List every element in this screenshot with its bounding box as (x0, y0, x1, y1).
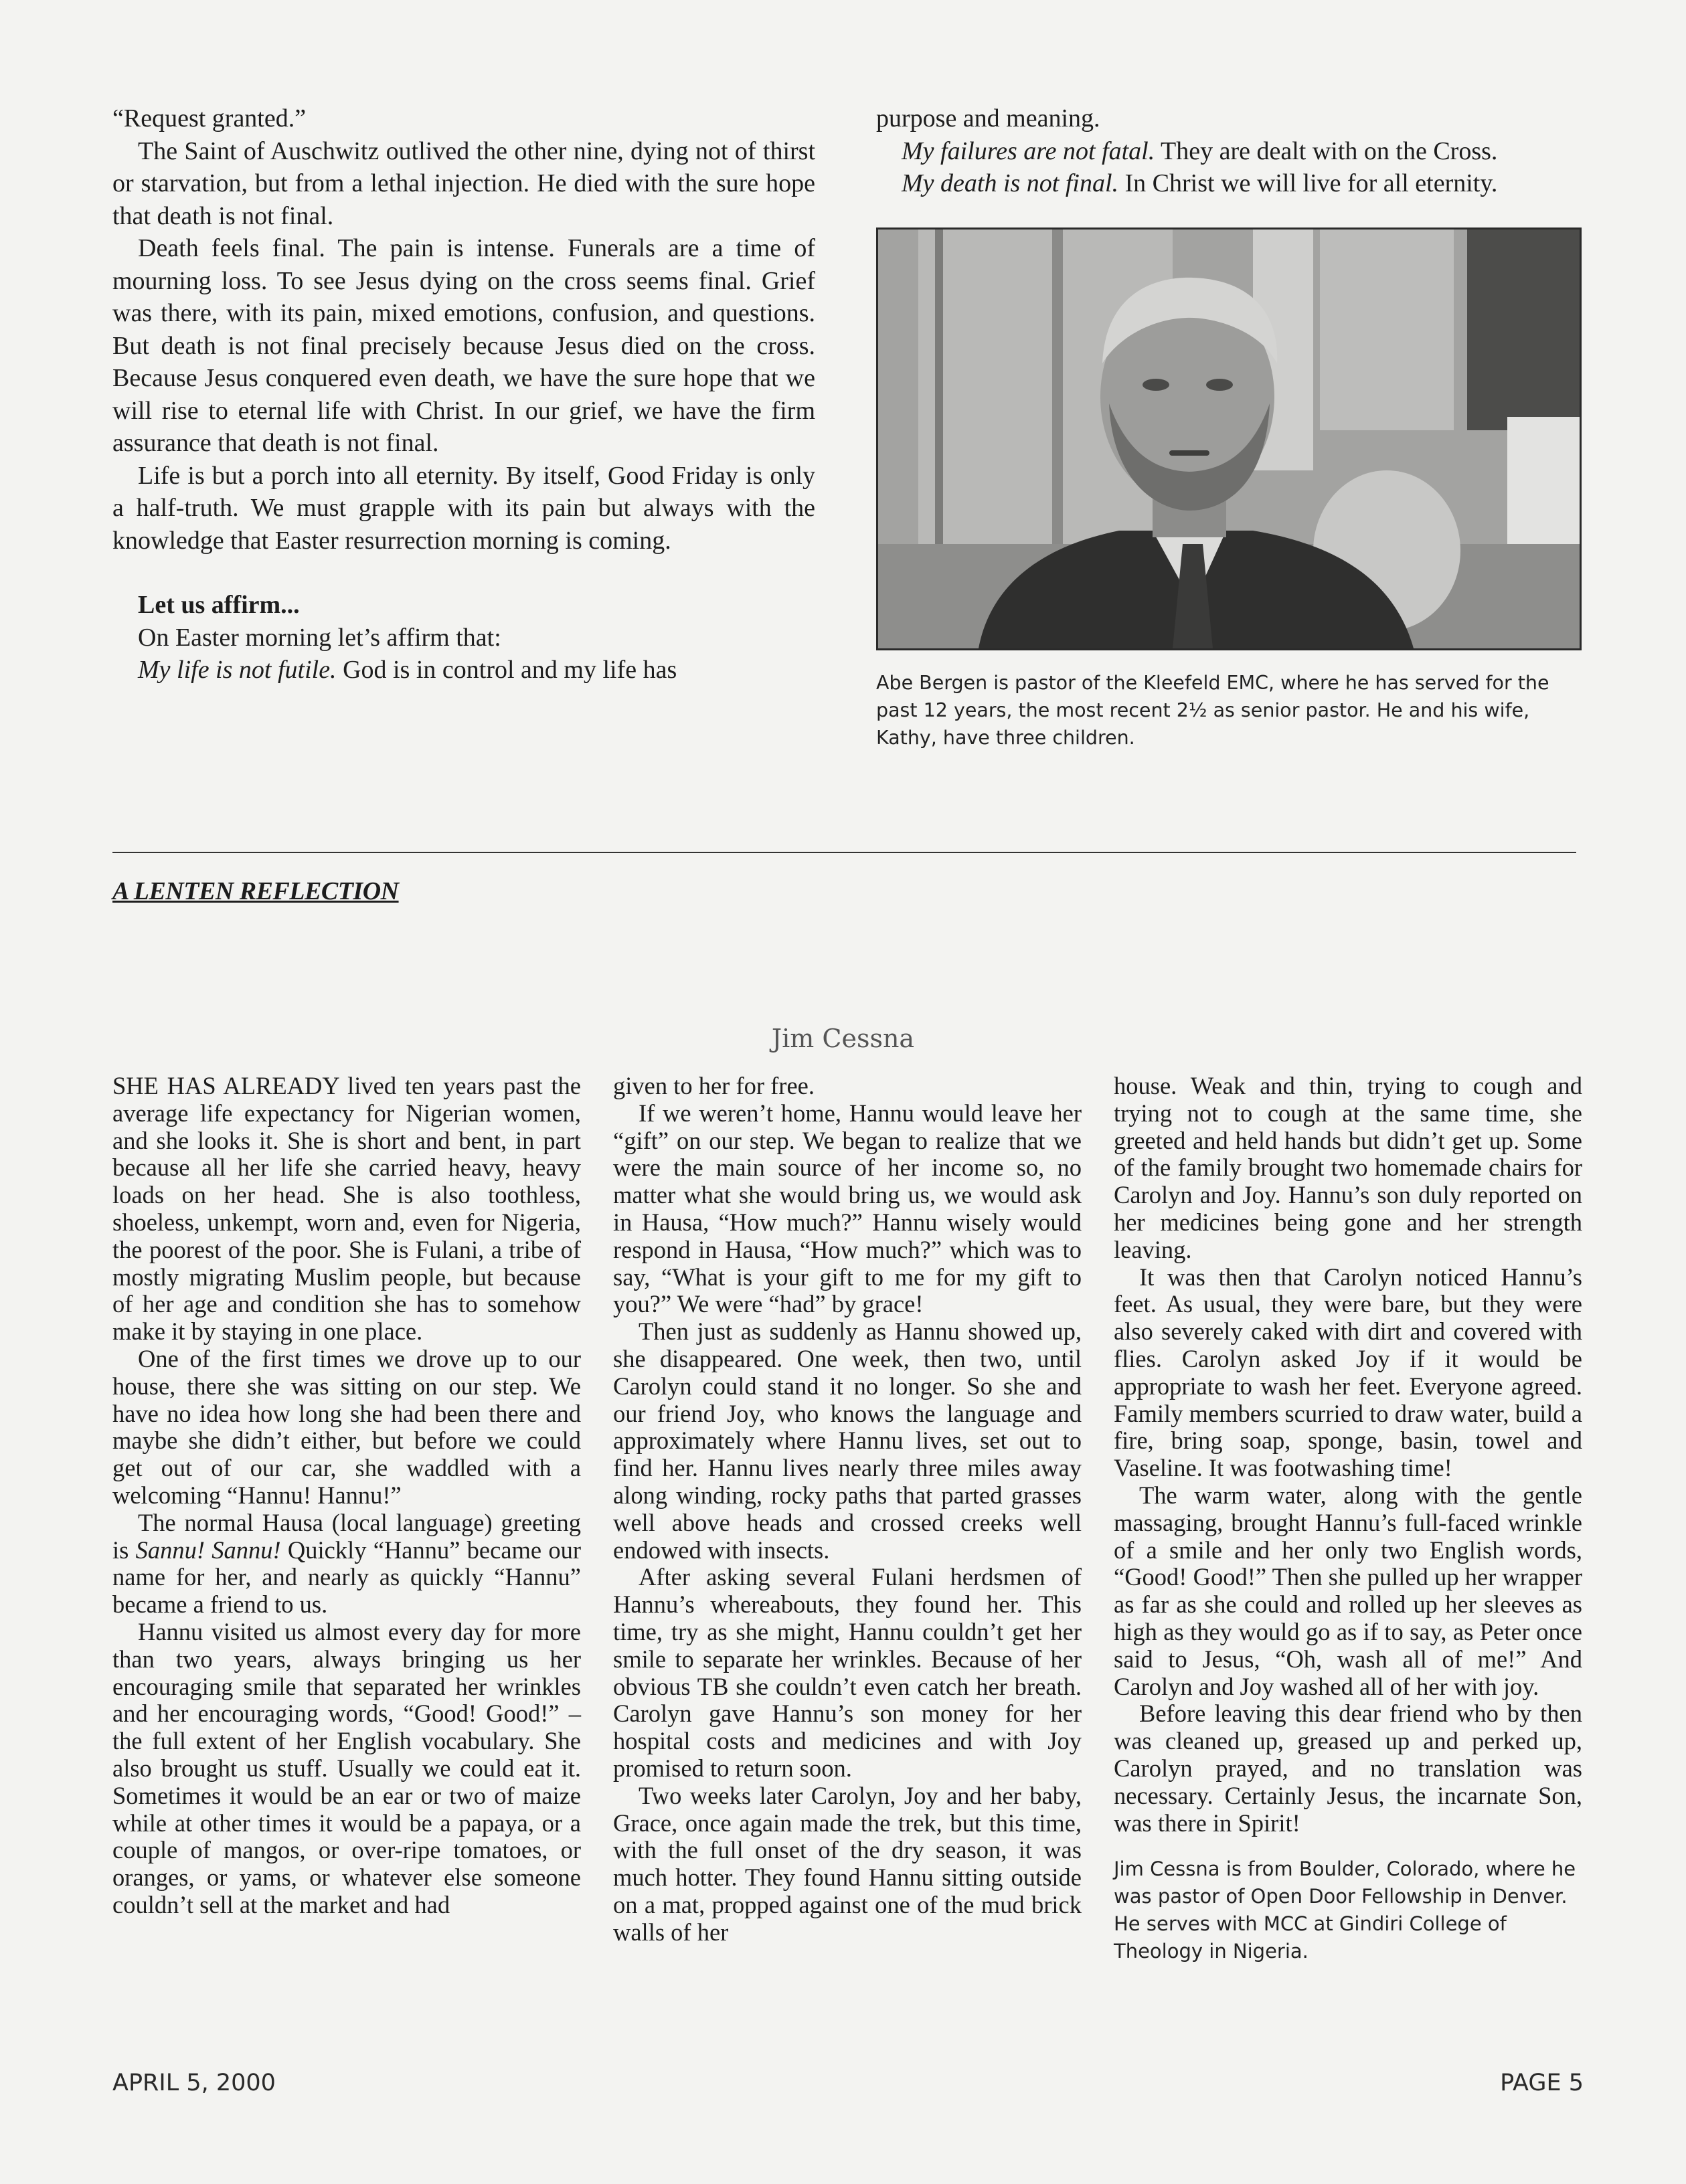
death-rest: In Christ we will live for all eternity. (1124, 169, 1498, 197)
top-left-column (112, 102, 815, 687)
paragraph: Life is but a porch into all eternity. By itself, Good Friday is only a half-truth. We must grapple with its pain but always with the knowledge that Easter resurrection morning is coming. (112, 461, 815, 555)
paragraph: Death feels final. The pain is intense. Funerals are a time of mourning loss. To see Jesus dying on the cross seems final. Grief was there, with its pain, mixed emotions, confusion, and questions. But death is not final precisely because Jesus died on the cross. Because Jesus conquered even death, we have the sure hope that we will rise to eternal life with Christ. In our grief, we have the firm assurance that death is not final. (112, 234, 815, 457)
paragraph: If we weren’t home, Hannu would leave her “gift” on our step. We began to realize that we were the main source of her income so, no matter what she would bring us, we would ask in Hausa, “How much?” Hannu wisely would respond in Hausa, “How much?” which was to say, “What is your gift to me for my gift to you?” We were “had” by grace! (613, 1099, 1082, 1318)
paragraph: house. Weak and thin, trying to cough and trying not to cough at the same time, she greeted and held hands but didn’t get up. Some of the family brought two homemade chairs for Carolyn and Joy. Hannu’s son duly reported on her medicines being gone and her strength leaving. (1114, 1072, 1582, 1263)
portrait-illustration (878, 230, 1580, 648)
greeting-text: The normal Hausa (local language) greeting is (112, 1508, 581, 1564)
quote-line: “Request granted.” (112, 104, 307, 132)
paragraph: One of the first times we drove up to our house, there she was sitting on our step. We have no idea how long she had been there and maybe she didn’t either, but before we could get out of our car, she waddled with a welcoming “Hannu! Hannu!” (112, 1344, 581, 1509)
greeting-italic: Sannu! Sannu! (135, 1536, 281, 1564)
paragraph (112, 1510, 581, 1619)
author-bio: Jim Cessna is from Boulder, Colorado, where he was pastor of Open Door Fellowship in Denver. He serves with MCC at Gindiri College of Theology in Nigeria. (1114, 1857, 1576, 1963)
paragraph: The warm water, along with the gentle massaging, brought Hannu’s full-faced wrinkle of a smile and her only two English words, “Good! Good!” Then she pulled up her wrapper as far as she could and rolled up her sleeves as high as they would go as if to say, as Peter once said to Jesus, “Oh, wash all of me!” And Carolyn and Joy washed all of her with joy. (1114, 1481, 1582, 1700)
paragraph: SHE HAS ALREADY lived ten years past the average life expectancy for Nigerian women, and she looks it. She is short and bent, in part because all her life she carried heavy, heavy loads on her head. She is also toothless, shoeless, unkempt, worn and, even for Nigeria, the poorest of the poor. She is Fulani, a tribe of mostly migrating Muslim people, but because of her age and condition she has to somehow make it by staying in one place. (112, 1072, 581, 1346)
paragraph: Hannu visited us almost every day for more than two years, always bringing us her encouraging smile that separated her wrinkles and her encouraging words, “Good! Good!” – the full extent of her English vocabulary. She also brought us stuff. Usually we could eat it. Sometimes it would be an ear or two of maize while at other times it would be a papaya, or a couple of mangos, or over-ripe tomatoes, or oranges, or yams, or whatever else someone couldn’t sell at the market and had (112, 1617, 581, 1918)
paragraph: Before leaving this dear friend who by then was cleaned up, greased up and perked up, Carolyn prayed, and no translation was necessary. Certainly Jesus, the incarnate Son, was there in Spirit! (1114, 1700, 1582, 1837)
footer-date: APRIL 5, 2000 (112, 2070, 276, 2096)
paragraph: It was then that Carolyn noticed Hannu’s feet. As usual, they were bare, but they were also severely caked with dirt and covered with flies. Carolyn asked Joy if it would be appropriate to wash her feet. Everyone agreed. Family members scurried to draw water, build a fire, bring soap, sponge, basin, towel and Vaseline. It was footwashing time! (1114, 1263, 1582, 1482)
section-label: A LENTEN REFLECTION (112, 877, 399, 905)
byline: Jim Cessna (771, 1024, 915, 1053)
affirm-life-rest: God is in control and my life has (343, 656, 677, 684)
article-column-2 (613, 1073, 1082, 1946)
section-divider (112, 852, 1576, 853)
paragraph: The Saint of Auschwitz outlived the other nine, dying not of thirst or starvation, but from a lethal injection. He died with the sure hope that death is not final. (112, 136, 815, 230)
death-italic: My death is not final. (902, 169, 1119, 197)
author-photo (876, 227, 1582, 650)
photo-caption: Abe Bergen is pastor of the Kleefeld EMC, where he has served for the past 12 years, the most recent 2½ as senior pastor. He and his wife, Kathy, have three children. (876, 672, 1549, 749)
greeting-rest: Quickly “Hannu” became our name for her, and nearly as quickly “Hannu” became a friend to us. (112, 1536, 582, 1619)
continuation-line: purpose and meaning. (876, 104, 1100, 132)
article-column-3 (1114, 1073, 1582, 1965)
paragraph: given to her for free. (613, 1072, 815, 1099)
affirm-heading-para (112, 589, 815, 622)
affirm-heading: Let us affirm... (138, 591, 300, 619)
article-column-1 (112, 1073, 581, 1919)
paragraph: After asking several Fulani herdsmen of Hannu’s whereabouts, they found her. This time, try as she might, Hannu couldn’t get her smile to separate her wrinkles. Because of her obvious TB she couldn’t even catch her breath. Carolyn gave Hannu’s son money for her hospital costs and medicines and with Joy promised to return soon. (613, 1563, 1082, 1782)
paragraph: Two weeks later Carolyn, Joy and her baby, Grace, once again made the trek, but this time, with the full onset of the dry season, it was much hotter. They found Hannu sitting outside on a mat, propped against one of the mud brick walls of her (613, 1781, 1082, 1946)
failures-rest: They are dealt with on the Cross. (1161, 136, 1498, 165)
affirm-life (112, 654, 815, 687)
failures-line (876, 135, 1582, 168)
affirm-life-italic: My life is not futile. (138, 656, 337, 684)
affirm-intro: On Easter morning let’s affirm that: (138, 623, 501, 652)
top-right-column (876, 102, 1582, 200)
footer-page-number: PAGE 5 (1500, 2070, 1584, 2096)
paragraph: Then just as suddenly as Hannu showed up, she disappeared. One week, then two, until Carolyn could stand it no longer. So she and our friend Joy, who knows the language and approximately where Hannu lives, set out to find her. Hannu lives nearly three miles away along winding, rocky paths that parted grasses well above heads and crossed creeks well endowed with insects. (613, 1317, 1082, 1564)
death-line (876, 167, 1582, 200)
failures-italic: My failures are not fatal. (902, 136, 1155, 165)
